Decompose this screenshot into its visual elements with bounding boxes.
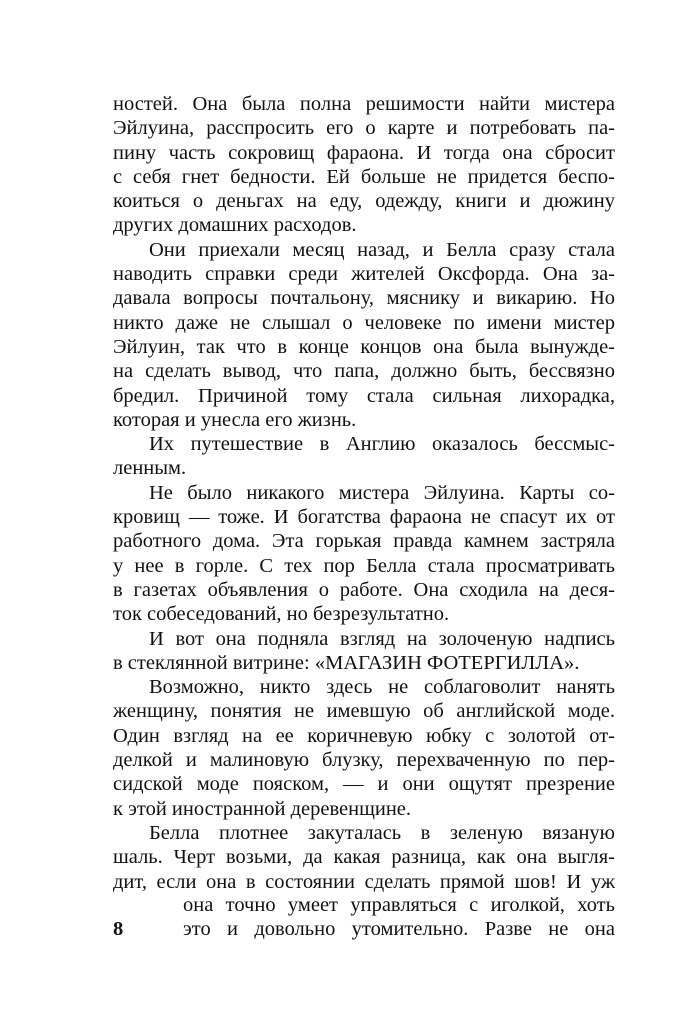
text-line: Возможно, никто здесь не соблаговолит нанять — [149, 676, 615, 699]
text-line: коиться о деньгах на еду, одежду, книги и дюжину — [113, 190, 615, 213]
text-line: с себя гнет бедности. Ей больше не придется беспо- — [113, 165, 615, 188]
text-line: это и довольно утомительно. Разве не она — [183, 918, 615, 941]
text-line: которая и унесла его жизнь. — [113, 408, 357, 431]
text-line: ток собеседований, но безрезультатно. — [113, 603, 450, 626]
text-line: никто даже не слышал о человеке по имени мистер — [113, 311, 615, 334]
text-line: ностей. Она была полна решимости найти мистера — [113, 93, 615, 115]
body-text — [113, 92, 615, 894]
text-line: других домашних расходов. — [113, 214, 357, 237]
text-line: работного дома. Эта горькая правда камнем застряла — [113, 530, 615, 553]
footer-text — [183, 893, 615, 942]
text-line: Один взгляд на ее коричневую юбку с золотой от- — [113, 724, 615, 747]
text-line: на сделать вывод, что папа, должно быть, бессвязно — [113, 360, 615, 383]
text-line: в газетах объявления о работе. Она сходила на деся- — [113, 578, 615, 601]
text-line: наводить справки среди жителей Оксфорда. Она за- — [113, 263, 615, 286]
text-line: сидской моде пояском, — и они ощутят презрение — [113, 773, 615, 796]
text-line: делкой и малиновую блузку, перехваченную по пер- — [113, 749, 615, 772]
paragraph — [113, 238, 615, 432]
text-line: дит, если она в состоянии сделать прямой шов! И уж — [113, 870, 615, 893]
text-line: бредил. Причиной тому стала сильная лихорадка, — [113, 384, 615, 407]
paragraph — [113, 675, 615, 821]
paragraph — [113, 821, 615, 894]
page-number: 8 — [113, 918, 124, 940]
text-line: шаль. Черт возьми, да какая разница, как она выгля- — [113, 846, 615, 869]
text-line: пину часть сокровищ фараона. И тогда она сбросит — [113, 141, 615, 164]
text-line: Белла плотнее закуталась в зеленую вязаную — [149, 821, 615, 844]
text-line: она точно умеет управляться с иголкой, хоть — [183, 894, 615, 916]
text-line: И вот она подняла взгляд на золоченую надпись — [149, 627, 615, 650]
text-line: женщину, понятия не имевшую об английской моде. — [113, 700, 615, 723]
paragraph — [113, 92, 615, 238]
text-line: кровищ — тоже. И богатства фараона не спасут их от — [113, 506, 615, 529]
page-footer — [113, 893, 615, 942]
text-line: Не было никакого мистера Эйлуина. Карты со- — [149, 481, 615, 504]
text-line: у нее в горле. С тех пор Белла стала просматривать — [113, 554, 615, 577]
text-line: Их путешествие в Англию оказалось бессмыс- — [149, 433, 615, 456]
text-line: Эйлуина, расспросить его о карте и потребовать па- — [113, 117, 615, 140]
paragraph — [113, 432, 615, 481]
text-line: давала вопросы почтальону, мяснику и викарию. Но — [113, 287, 615, 310]
text-line: к этой иностранной деревенщине. — [113, 797, 412, 820]
paragraph — [113, 481, 615, 627]
text-line: Эйлуин, так что в конце концов она была вынужде- — [113, 335, 615, 358]
text-line: в стеклянной витрине: «МАГАЗИН ФОТЕРГИЛЛА». — [113, 651, 580, 674]
paragraph — [113, 627, 615, 676]
text-line: Они приехали месяц назад, и Белла сразу стала — [149, 238, 615, 261]
text-line: ленным. — [113, 457, 187, 480]
